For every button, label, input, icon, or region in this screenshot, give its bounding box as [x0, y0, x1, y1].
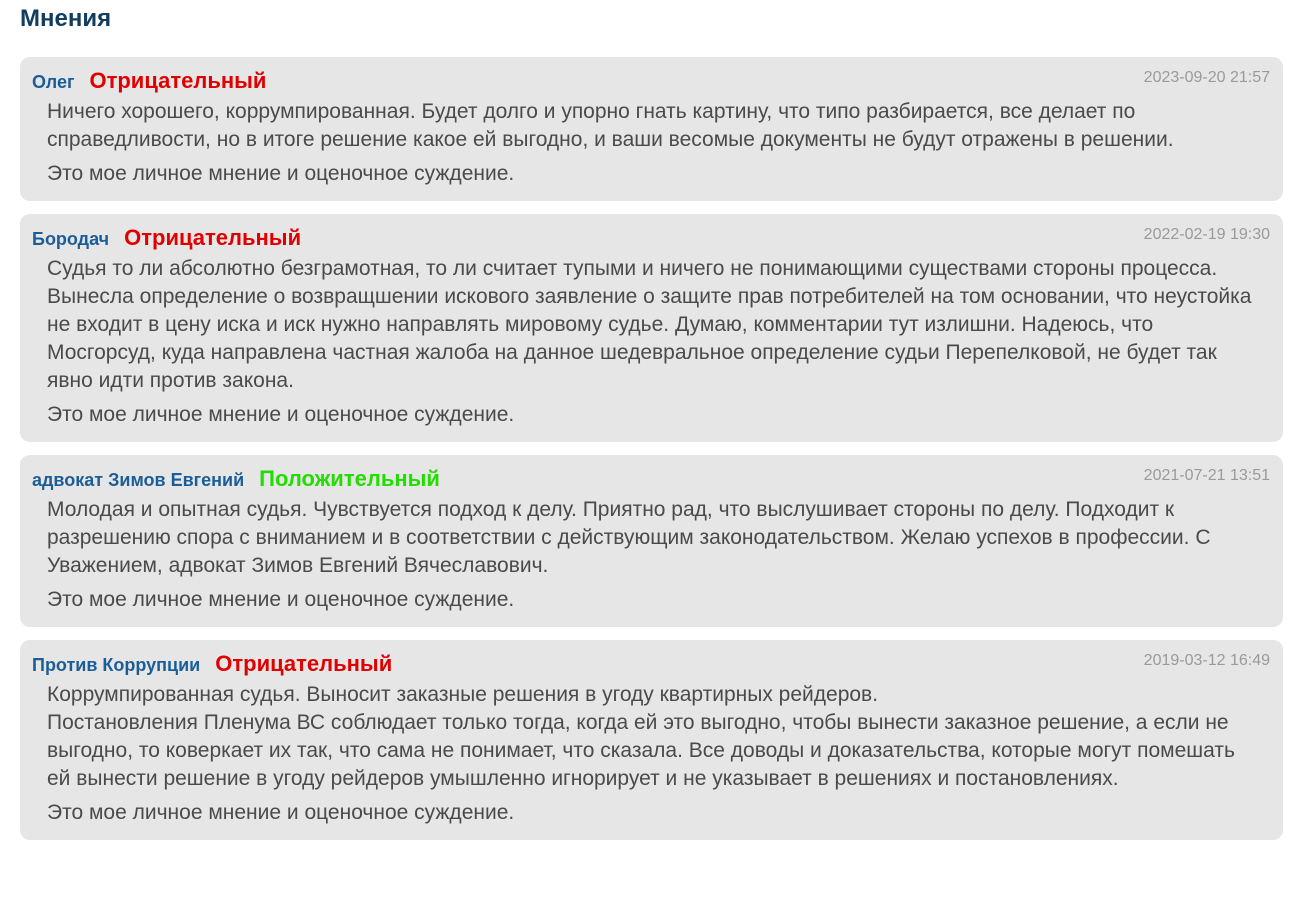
review-body	[32, 98, 1267, 188]
review-text: Молодая и опытная судья. Чувствуется подход к делу. Приятно рад, что выслушивает стороны по делу. Подходит к разрешению спора с вниманием и в соответствии с действующим законодательством. Желаю успехов в профессии. С Уважением, адвокат Зимов Евгений Вячеславович.	[47, 498, 1211, 577]
review-sentiment: Отрицательный	[89, 68, 267, 93]
review-card	[20, 455, 1283, 627]
review-date: 2019-03-12 16:49	[1143, 652, 1270, 669]
review-author[interactable]: Олег	[32, 72, 75, 92]
review-sentiment: Положительный	[259, 466, 440, 491]
review-body	[32, 255, 1267, 429]
review-sentiment: Отрицательный	[215, 651, 393, 676]
review-disclaimer: Это мое личное мнение и оценочное суждение.	[47, 801, 515, 824]
review-header	[32, 466, 1267, 496]
review-sentiment: Отрицательный	[124, 225, 302, 250]
review-body	[32, 496, 1267, 614]
review-author[interactable]: Против Коррупции	[32, 655, 201, 675]
review-date: 2022-02-19 19:30	[1143, 226, 1270, 243]
review-disclaimer: Это мое личное мнение и оценочное суждение.	[47, 403, 515, 426]
review-disclaimer: Это мое личное мнение и оценочное суждение.	[47, 588, 515, 611]
review-card	[20, 214, 1283, 442]
review-disclaimer: Это мое личное мнение и оценочное суждение.	[47, 162, 515, 185]
review-text: Судья то ли абсолютно безграмотная, то ли считает тупыми и ничего не понимающими существами стороны процесса. Вынесла определение о возвращшении искового заявление о защите прав потребителей на том основании, что неустойка не входит в цену иска и иск нужно направлять мировому судье. Думаю, комментарии тут излишни. Надеюсь, что Мосгорсуд, куда направлена частная жалоба на данное шедевральное определение судьи Перепелковой, не будет так явно идти против закона.	[47, 257, 1252, 392]
review-author[interactable]: адвокат Зимов Евгений	[32, 470, 245, 490]
review-header	[32, 651, 1267, 681]
review-text: Ничего хорошего, коррумпированная. Будет долго и упорно гнать картину, что типо разбирается, все делает по справедливости, но в итоге решение какое ей выгодно, и ваши весомые документы не будут отражены в решении.	[47, 100, 1174, 151]
review-card	[20, 57, 1283, 201]
section-title: Мнения	[20, 5, 112, 32]
review-date: 2021-07-21 13:51	[1143, 467, 1270, 484]
review-text: Коррумпированная судья. Выносит заказные решения в угоду квартирных рейдеров. Постановления Пленума ВС соблюдает только тогда, когда ей это выгодно, чтобы вынести заказное решение, а если не выгодно, то коверкает их так, что сама не понимает, что сказала. Все доводы и доказательства, которые могут помешать ей вынести решение в угоду рейдеров умышленно игнорирует и не указывает в решениях и постановлениях.	[47, 683, 1235, 790]
review-body	[32, 681, 1267, 827]
review-author[interactable]: Бородач	[32, 229, 110, 249]
review-date: 2023-09-20 21:57	[1143, 69, 1270, 86]
review-header	[32, 225, 1267, 255]
reviews-list	[20, 57, 1283, 853]
review-header	[32, 68, 1267, 98]
review-card	[20, 640, 1283, 840]
